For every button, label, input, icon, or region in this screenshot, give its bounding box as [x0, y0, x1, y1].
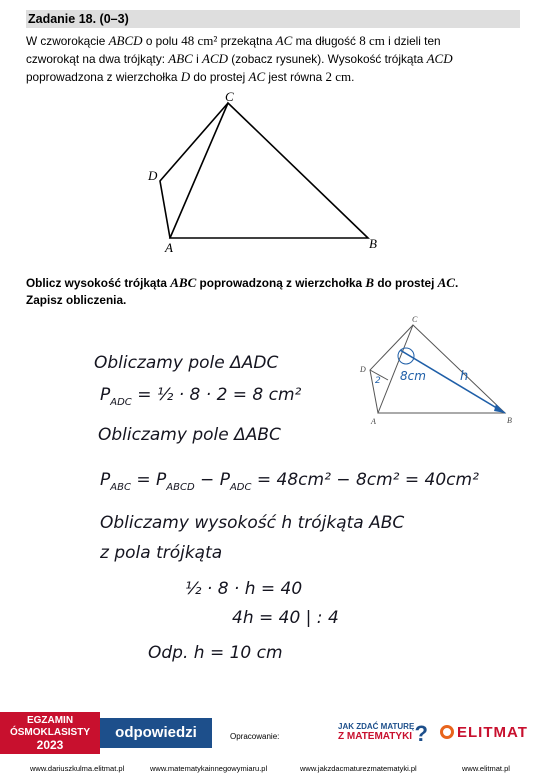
solution-line-7: ½ · 8 · h = 40 — [185, 579, 303, 599]
vertex-label-d: D — [148, 168, 158, 183]
logo-jak-zdac-mature: JAK ZDAĆ MATURĘ Z MATEMATYKI ? — [338, 721, 428, 746]
solution-line-4: $P_{ABC} = P_{ABCD} - P_{ADC} = 48cm^2 - 8cm^2 = 40cm^2$ — [100, 470, 479, 493]
vertex-label-c: C — [225, 89, 234, 104]
link-elitmat[interactable]: www.elitmat.pl — [462, 764, 510, 773]
question-mark-icon: ? — [414, 721, 428, 746]
solution-line-6: z pola trójkąta — [100, 543, 223, 563]
vertex-label-a: A — [165, 240, 173, 255]
link-jakzdacmature[interactable]: www.jakzdacmaturezmatematyki.pl — [300, 764, 417, 773]
link-matematykainnegowymiaru[interactable]: www.matematykainnegowymiaru.pl — [150, 764, 268, 773]
statement-line-3: poprowadzona z wierzchołka D do prostej AC jest równa 2 cm. — [26, 69, 355, 84]
exam-badge: EGZAMIN ÓSMOKLASISTY 2023 — [0, 712, 100, 754]
sketch-label-d: D — [360, 365, 366, 374]
task-title: Zadanie 18. (0–3) — [26, 10, 520, 28]
elitmat-logo-icon — [440, 725, 454, 739]
vertex-label-b: B — [369, 236, 377, 251]
footer-links — [0, 760, 546, 780]
sketch-label-ac-length: 8cm — [400, 369, 426, 383]
solution-line-1: Obliczamy pole ΔADC — [94, 353, 279, 373]
prepared-by-label: Opracowanie: — [230, 732, 280, 741]
sketch-label-h: h — [460, 369, 469, 384]
sketch-label-b: B — [507, 416, 512, 425]
task-line-2: Zapisz obliczenia. — [26, 293, 127, 307]
task-question — [26, 274, 526, 309]
link-dariuszkulma[interactable]: www.dariuszkulma.elitmat.pl — [30, 764, 125, 773]
annotated-sketch — [359, 315, 512, 426]
logo-elitmat: ELITMAT — [440, 724, 528, 746]
solution-line-5: Obliczamy wysokość h trójkąta ABC — [100, 513, 405, 533]
sketch-label-c: C — [412, 315, 418, 324]
answers-badge: odpowiedzi — [100, 718, 212, 748]
solution-line-2: $P_{ADC}$ = ½ · 8 · 2 = 8 cm² — [100, 385, 302, 408]
statement-line-2: czworokąt na dwa trójkąty: ABC i ACD (zobacz rysunek). Wysokość trójkąta ACD — [26, 51, 453, 66]
task-line-1: Oblicz wysokość trójkąta ABC poprowadzoną z wierzchołka B do prostej AC. — [26, 275, 459, 290]
sketch-arrowhead — [494, 404, 505, 413]
solution-line-3: Obliczamy pole ΔABC — [98, 425, 281, 445]
sketch-label-a: A — [371, 417, 376, 426]
statement-line-1: W czworokącie ABCD o polu 48 cm² przekątna AC ma długość 8 cm i dzieli ten — [26, 33, 441, 48]
solution-line-9: Odp. h = 10 cm — [148, 643, 283, 663]
triangle-acd-sides — [160, 103, 228, 238]
handwritten-solution — [94, 353, 479, 663]
solution-line-8: 4h = 40 | : 4 — [232, 608, 339, 628]
triangle-abc — [170, 103, 368, 238]
sketch-triangle-abc — [378, 325, 505, 413]
quadrilateral-figure — [160, 103, 368, 238]
sketch-label-height-acd: 2 — [375, 376, 381, 386]
